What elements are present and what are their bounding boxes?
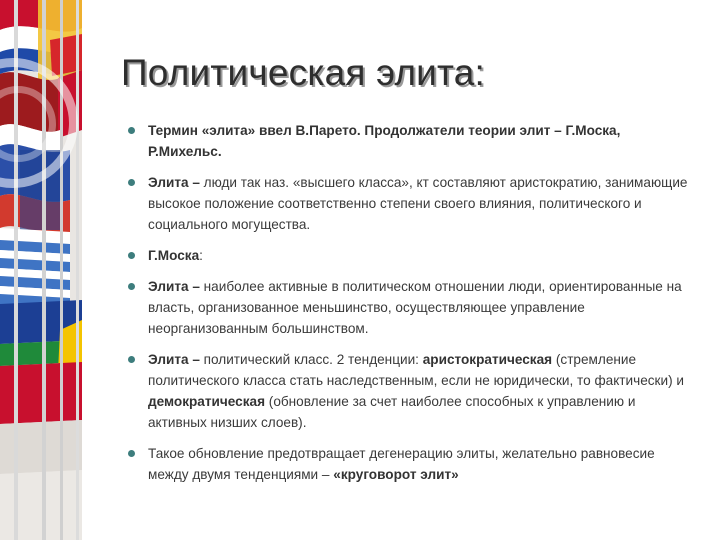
slide-title: Политическая элита: bbox=[121, 52, 485, 93]
flags-decoration bbox=[0, 0, 82, 540]
bullet-text-bold: Элита – bbox=[148, 352, 204, 367]
bullet-text: люди так наз. «высшего класса», кт составляют аристократию, занимающие высокое положение соответственно степени своего влияния, политического и социального могущества. bbox=[148, 175, 688, 232]
bullet-marker-icon bbox=[128, 450, 135, 457]
bullet-text-bold: Г.Моска bbox=[148, 248, 200, 263]
bullet-list bbox=[128, 120, 688, 495]
bullet-text-bold: аристократическая bbox=[422, 352, 553, 367]
bullet-text-bold: Элита – bbox=[148, 175, 204, 190]
bullet-marker-icon bbox=[128, 179, 135, 186]
bullet-text-bold: Элита – bbox=[148, 279, 204, 294]
bullet-item bbox=[128, 276, 688, 339]
bullet-text: Такое обновление предотвращает дегенерацию элиты, желательно равновесие между двумя тенденциями – bbox=[148, 446, 655, 482]
bullet-text-bold: демократическая bbox=[148, 394, 266, 409]
bullet-text: наиболее активные в политическом отношении люди, ориентированные на власть, организованное меньшинство, осуществляющее управление неорганизованным большинством. bbox=[148, 279, 682, 336]
bullet-text-bold: «круговорот элит» bbox=[333, 467, 459, 482]
bullet-text: (стремление политического класса стать наследственным, если не юридически, то фактически) и bbox=[148, 352, 684, 388]
bullet-marker-icon bbox=[128, 356, 135, 363]
bullet-text-bold: Термин «элита» ввел В.Парето. Продолжатели теории элит – Г.Моска, Р.Михельс. bbox=[148, 123, 621, 159]
bullet-text: : bbox=[199, 248, 203, 263]
bullet-marker-icon bbox=[128, 252, 135, 259]
bullet-marker-icon bbox=[128, 127, 135, 134]
bullet-text: политический класс. 2 тенденции: bbox=[203, 352, 423, 367]
bullet-item bbox=[128, 245, 688, 266]
bullet-item bbox=[128, 120, 688, 162]
bullet-marker-icon bbox=[128, 283, 135, 290]
bullet-text: (обновление за счет наиболее способных к управлению и активных низших слоев). bbox=[148, 394, 636, 430]
bullet-item bbox=[128, 349, 688, 433]
bullet-item bbox=[128, 172, 688, 235]
bullet-item bbox=[128, 443, 688, 485]
